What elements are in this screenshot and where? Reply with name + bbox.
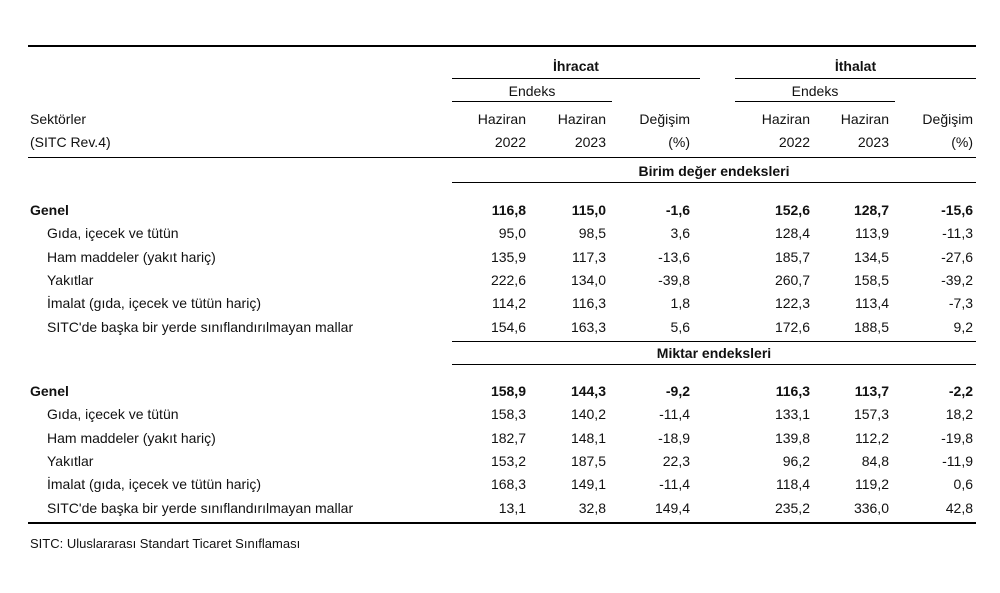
- table-cell: 163,3: [570, 318, 606, 335]
- table-cell: 128,7: [853, 202, 889, 218]
- table-cell: 119,2: [855, 476, 889, 493]
- section-divider-rule: [452, 341, 976, 342]
- table-cell: 158,5: [853, 271, 889, 288]
- footnote: SITC: Uluslararası Standart Ticaret Sınıflaması: [30, 536, 301, 551]
- exp-col2-year: 2023: [574, 134, 606, 150]
- table-cell: 222,6: [490, 271, 526, 288]
- table-cell: 134,0: [570, 271, 606, 288]
- table-cell: 172,6: [774, 318, 810, 335]
- table-cell: 32,8: [578, 499, 606, 516]
- row-label: Genel: [30, 202, 69, 218]
- table-cell: 154,6: [490, 318, 526, 335]
- table-cell: 235,2: [774, 499, 810, 516]
- sectors-sublabel: (SITC Rev.4): [30, 134, 111, 150]
- imp-col1-month: Haziran: [761, 111, 810, 127]
- row-label: SITC'de başka bir yerde sınıflandırılmayan mallar: [47, 499, 354, 516]
- table-cell: -39,2: [941, 271, 973, 288]
- exp-col1-month: Haziran: [477, 111, 526, 127]
- imports-underline: [735, 78, 976, 79]
- row-label: SITC'de başka bir yerde sınıflandırılmayan mallar: [47, 318, 354, 335]
- table-cell: -11,4: [659, 406, 690, 423]
- table-cell: 152,6: [774, 202, 810, 218]
- table-cell: 149,4: [654, 499, 690, 516]
- table-cell: 5,6: [670, 318, 690, 335]
- row-label: İmalat (gıda, içecek ve tütün hariç): [47, 476, 261, 493]
- imp-col3-change: Değişim: [922, 111, 973, 127]
- table-cell: -1,6: [665, 202, 690, 218]
- table-cell: 148,1: [570, 429, 606, 446]
- table-cell: 113,4: [855, 295, 889, 312]
- table-cell: 128,4: [774, 225, 810, 242]
- row-label: Yakıtlar: [47, 271, 94, 288]
- row-label: Genel: [30, 383, 69, 399]
- table-cell: 139,8: [774, 429, 810, 446]
- section1-title-underline: [452, 182, 976, 183]
- table-cell: 114,2: [492, 295, 526, 312]
- table-cell: -19,8: [941, 429, 973, 446]
- table-cell: 134,5: [853, 248, 889, 265]
- section-title-volume: Miktar endeksleri: [656, 345, 772, 361]
- table-cell: 157,3: [853, 406, 889, 423]
- table-cell: 0,6: [953, 476, 973, 493]
- section-title-unit-value: Birim değer endeksleri: [638, 163, 790, 179]
- table-cell: 116,3: [572, 295, 606, 312]
- table-cell: -11,4: [659, 476, 690, 493]
- table-cell: 42,8: [945, 499, 973, 516]
- table-cell: 158,3: [490, 406, 526, 423]
- table-cell: 260,7: [774, 271, 810, 288]
- table-cell: 182,7: [490, 429, 526, 446]
- imports-index-label: Endeks: [791, 83, 839, 99]
- imp-col2-month: Haziran: [840, 111, 889, 127]
- table-cell: 13,1: [498, 499, 526, 516]
- table-cell: -15,6: [941, 202, 973, 218]
- table-cell: -27,6: [941, 248, 973, 265]
- table-cell: 84,8: [861, 452, 889, 469]
- table-cell: -2,2: [948, 383, 973, 399]
- top-rule: [28, 45, 976, 47]
- exp-col1-year: 2022: [494, 134, 526, 150]
- row-label: İmalat (gıda, içecek ve tütün hariç): [47, 295, 261, 312]
- table-cell: 336,0: [853, 499, 889, 516]
- table-cell: -7,3: [948, 295, 973, 312]
- table-cell: 185,7: [774, 248, 810, 265]
- table-cell: -9,2: [665, 383, 690, 399]
- row-label: Gıda, içecek ve tütün: [47, 406, 179, 423]
- table-cell: 144,3: [570, 383, 606, 399]
- imports-index-underline: [735, 101, 895, 102]
- table-cell: 95,0: [498, 225, 526, 242]
- table-cell: 116,8: [491, 202, 526, 218]
- table-cell: 9,2: [953, 318, 973, 335]
- exp-col3-change: Değişim: [639, 111, 690, 127]
- table-cell: 116,3: [775, 383, 810, 399]
- row-label: Ham maddeler (yakıt hariç): [47, 248, 216, 265]
- imports-header: İthalat: [834, 58, 877, 74]
- table-cell: -18,9: [658, 429, 690, 446]
- table-cell: 112,2: [855, 429, 889, 446]
- table-cell: 118,4: [776, 476, 810, 493]
- table-cell: 98,5: [578, 225, 606, 242]
- exports-index-label: Endeks: [508, 83, 556, 99]
- table-cell: 140,2: [570, 406, 606, 423]
- sectors-label: Sektörler: [30, 111, 87, 127]
- table-cell: 188,5: [853, 318, 889, 335]
- exp-col2-month: Haziran: [557, 111, 606, 127]
- table-cell: 153,2: [490, 452, 526, 469]
- table-cell: 122,3: [774, 295, 810, 312]
- table-cell: -39,8: [658, 271, 690, 288]
- table-cell: -13,6: [658, 248, 690, 265]
- table-cell: -11,9: [942, 452, 973, 469]
- table-cell: 18,2: [945, 406, 973, 423]
- table-cell: 113,7: [854, 383, 889, 399]
- table-cell: 117,3: [572, 248, 606, 265]
- row-label: Gıda, içecek ve tütün: [47, 225, 179, 242]
- table-cell: 22,3: [662, 452, 690, 469]
- imp-col3-unit: (%): [951, 134, 973, 150]
- table-cell: 187,5: [570, 452, 606, 469]
- header-bottom-rule: [28, 157, 976, 158]
- exports-header: İhracat: [553, 58, 599, 74]
- table-cell: 115,0: [571, 202, 606, 218]
- table-cell: 113,9: [855, 225, 889, 242]
- table-cell: 1,8: [670, 295, 690, 312]
- exports-index-underline: [452, 101, 612, 102]
- table-cell: 158,9: [490, 383, 526, 399]
- row-label: Yakıtlar: [47, 452, 94, 469]
- exports-underline: [452, 78, 700, 79]
- table-cell: 168,3: [490, 476, 526, 493]
- table-cell: 3,6: [670, 225, 690, 242]
- table-cell: 149,1: [570, 476, 606, 493]
- table-cell: 96,2: [782, 452, 810, 469]
- table-cell: -11,3: [942, 225, 973, 242]
- bottom-rule: [28, 522, 976, 524]
- section2-title-underline: [452, 364, 976, 365]
- imp-col2-year: 2023: [857, 134, 889, 150]
- table-cell: 135,9: [490, 248, 526, 265]
- table-cell: 133,1: [774, 406, 810, 423]
- row-label: Ham maddeler (yakıt hariç): [47, 429, 216, 446]
- exp-col3-unit: (%): [668, 134, 690, 150]
- imp-col1-year: 2022: [778, 134, 810, 150]
